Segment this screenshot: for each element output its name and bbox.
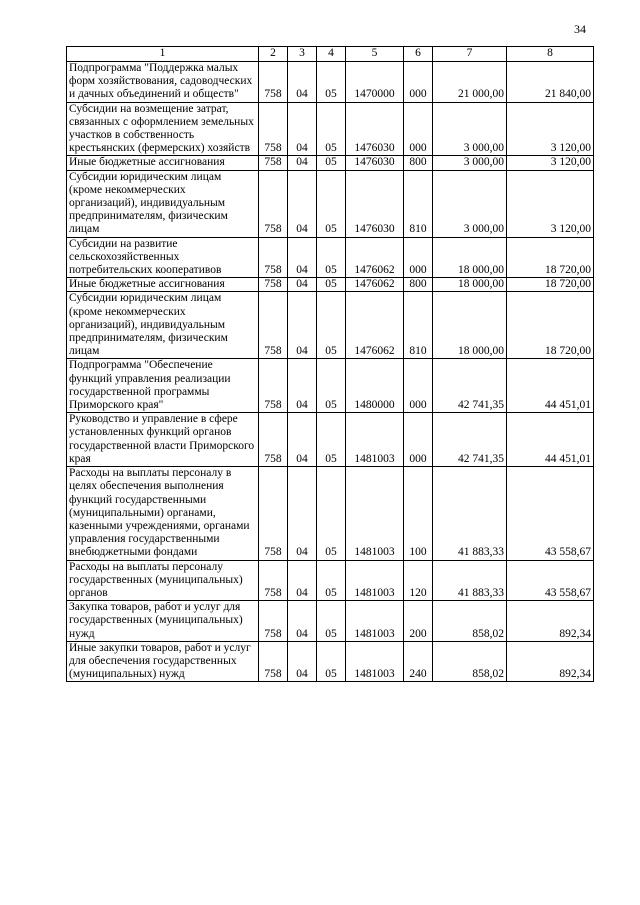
row-type-cell: 240 (404, 641, 433, 682)
row-code-cell: 758 (259, 62, 288, 103)
row-name-cell: Субсидии юридическим лицам (кроме некоммерческих организаций), индивидуальным предпринимателям, физическим лицам (67, 292, 259, 359)
row-amount-cell: 18 000,00 (433, 237, 507, 278)
row-subsection-cell: 05 (317, 156, 346, 170)
row-type-cell: 800 (404, 278, 433, 292)
row-name-cell: Субсидии юридическим лицам (кроме некоммерческих организаций), индивидуальным предпринимателям, физическим лицам (67, 170, 259, 237)
row-amount-cell: 858,02 (433, 601, 507, 642)
table-row (67, 278, 594, 292)
row-amount-cell: 41 883,33 (433, 560, 507, 601)
row-code-cell: 758 (259, 641, 288, 682)
row-subsection-cell: 05 (317, 62, 346, 103)
row-type-cell: 800 (404, 156, 433, 170)
page-number: 34 (574, 22, 586, 36)
row-type-cell: 810 (404, 292, 433, 359)
row-type-cell: 810 (404, 170, 433, 237)
row-amount-cell: 18 000,00 (433, 278, 507, 292)
table-row (67, 237, 594, 278)
row-target-cell: 1476030 (346, 102, 404, 156)
row-amount-cell: 18 000,00 (433, 292, 507, 359)
row-amount-cell: 42 741,35 (433, 413, 507, 467)
table-row (67, 601, 594, 642)
row-amount-next-cell: 43 558,67 (507, 467, 594, 560)
header-cell: 4 (317, 47, 346, 62)
row-target-cell: 1476062 (346, 278, 404, 292)
row-target-cell: 1476030 (346, 156, 404, 170)
table-row (67, 359, 594, 413)
header-cell: 8 (507, 47, 594, 62)
table-body (67, 62, 594, 682)
table-header-row (67, 47, 594, 62)
row-target-cell: 1476062 (346, 237, 404, 278)
row-target-cell: 1481003 (346, 560, 404, 601)
row-code-cell: 758 (259, 170, 288, 237)
row-amount-next-cell: 44 451,01 (507, 359, 594, 413)
row-subsection-cell: 05 (317, 413, 346, 467)
table-row (67, 413, 594, 467)
row-name-cell: Закупка товаров, работ и услуг для государственных (муниципальных) нужд (67, 601, 259, 642)
row-amount-next-cell: 18 720,00 (507, 292, 594, 359)
row-subsection-cell: 05 (317, 560, 346, 601)
row-target-cell: 1480000 (346, 359, 404, 413)
row-amount-cell: 41 883,33 (433, 467, 507, 560)
row-code-cell: 758 (259, 601, 288, 642)
table-row (67, 156, 594, 170)
row-code-cell: 758 (259, 467, 288, 560)
row-amount-next-cell: 21 840,00 (507, 62, 594, 103)
row-type-cell: 000 (404, 413, 433, 467)
table-row (67, 170, 594, 237)
row-section-cell: 04 (288, 641, 317, 682)
header-cell: 5 (346, 47, 404, 62)
row-code-cell: 758 (259, 102, 288, 156)
row-type-cell: 000 (404, 62, 433, 103)
row-target-cell: 1476062 (346, 292, 404, 359)
row-name-cell: Иные бюджетные ассигнования (67, 156, 259, 170)
table-row (67, 641, 594, 682)
row-section-cell: 04 (288, 560, 317, 601)
row-amount-cell: 3 000,00 (433, 156, 507, 170)
row-amount-next-cell: 892,34 (507, 601, 594, 642)
row-type-cell: 120 (404, 560, 433, 601)
row-name-cell: Иные бюджетные ассигнования (67, 278, 259, 292)
row-section-cell: 04 (288, 601, 317, 642)
row-amount-next-cell: 3 120,00 (507, 170, 594, 237)
row-amount-next-cell: 3 120,00 (507, 156, 594, 170)
row-amount-cell: 3 000,00 (433, 102, 507, 156)
header-cell: 1 (67, 47, 259, 62)
row-name-cell: Иные закупки товаров, работ и услуг для обеспечения государственных (муниципальных) нужд (67, 641, 259, 682)
row-target-cell: 1481003 (346, 413, 404, 467)
row-type-cell: 000 (404, 102, 433, 156)
header-cell: 2 (259, 47, 288, 62)
row-section-cell: 04 (288, 102, 317, 156)
row-amount-next-cell: 44 451,01 (507, 413, 594, 467)
row-code-cell: 758 (259, 278, 288, 292)
row-amount-next-cell: 3 120,00 (507, 102, 594, 156)
row-subsection-cell: 05 (317, 467, 346, 560)
row-name-cell: Субсидии на развитие сельскохозяйственных потребительских кооперативов (67, 237, 259, 278)
row-code-cell: 758 (259, 156, 288, 170)
row-subsection-cell: 05 (317, 292, 346, 359)
row-code-cell: 758 (259, 359, 288, 413)
row-subsection-cell: 05 (317, 102, 346, 156)
row-section-cell: 04 (288, 237, 317, 278)
row-section-cell: 04 (288, 359, 317, 413)
row-section-cell: 04 (288, 467, 317, 560)
row-type-cell: 000 (404, 237, 433, 278)
row-name-cell: Руководство и управление в сфере установленных функций органов государственной власти Приморского края (67, 413, 259, 467)
table-row (67, 102, 594, 156)
row-target-cell: 1476030 (346, 170, 404, 237)
row-amount-cell: 42 741,35 (433, 359, 507, 413)
row-code-cell: 758 (259, 560, 288, 601)
row-name-cell: Подпрограмма "Обеспечение функций управления реализации государственной программы Приморского края" (67, 359, 259, 413)
table-row (67, 560, 594, 601)
row-subsection-cell: 05 (317, 641, 346, 682)
row-section-cell: 04 (288, 62, 317, 103)
row-amount-next-cell: 43 558,67 (507, 560, 594, 601)
row-name-cell: Расходы на выплаты персоналу государственных (муниципальных) органов (67, 560, 259, 601)
header-cell: 6 (404, 47, 433, 62)
row-section-cell: 04 (288, 278, 317, 292)
header-cell: 7 (433, 47, 507, 62)
row-amount-next-cell: 18 720,00 (507, 278, 594, 292)
row-target-cell: 1481003 (346, 641, 404, 682)
row-subsection-cell: 05 (317, 359, 346, 413)
row-subsection-cell: 05 (317, 237, 346, 278)
row-target-cell: 1470000 (346, 62, 404, 103)
budget-table (66, 46, 594, 682)
row-amount-cell: 21 000,00 (433, 62, 507, 103)
row-code-cell: 758 (259, 292, 288, 359)
row-amount-cell: 858,02 (433, 641, 507, 682)
row-subsection-cell: 05 (317, 601, 346, 642)
table-row (67, 467, 594, 560)
row-name-cell: Подпрограмма "Поддержка малых форм хозяйствования, садоводческих и дачных объединений и обществ" (67, 62, 259, 103)
row-section-cell: 04 (288, 156, 317, 170)
row-subsection-cell: 05 (317, 170, 346, 237)
row-section-cell: 04 (288, 413, 317, 467)
row-amount-cell: 3 000,00 (433, 170, 507, 237)
table-row (67, 292, 594, 359)
row-amount-next-cell: 18 720,00 (507, 237, 594, 278)
row-target-cell: 1481003 (346, 467, 404, 560)
row-section-cell: 04 (288, 292, 317, 359)
row-name-cell: Расходы на выплаты персоналу в целях обеспечения выполнения функций государственными (муниципальными) органами, казенными учреждениями, органами управления государственными внебюджетными фондами (67, 467, 259, 560)
row-type-cell: 200 (404, 601, 433, 642)
row-amount-next-cell: 892,34 (507, 641, 594, 682)
row-code-cell: 758 (259, 413, 288, 467)
row-target-cell: 1481003 (346, 601, 404, 642)
row-code-cell: 758 (259, 237, 288, 278)
row-type-cell: 000 (404, 359, 433, 413)
row-name-cell: Субсидии на возмещение затрат, связанных с оформлением земельных участков в собственность крестьянских (фермерских) хозяйств (67, 102, 259, 156)
row-type-cell: 100 (404, 467, 433, 560)
header-cell: 3 (288, 47, 317, 62)
row-section-cell: 04 (288, 170, 317, 237)
row-subsection-cell: 05 (317, 278, 346, 292)
table-row (67, 62, 594, 103)
